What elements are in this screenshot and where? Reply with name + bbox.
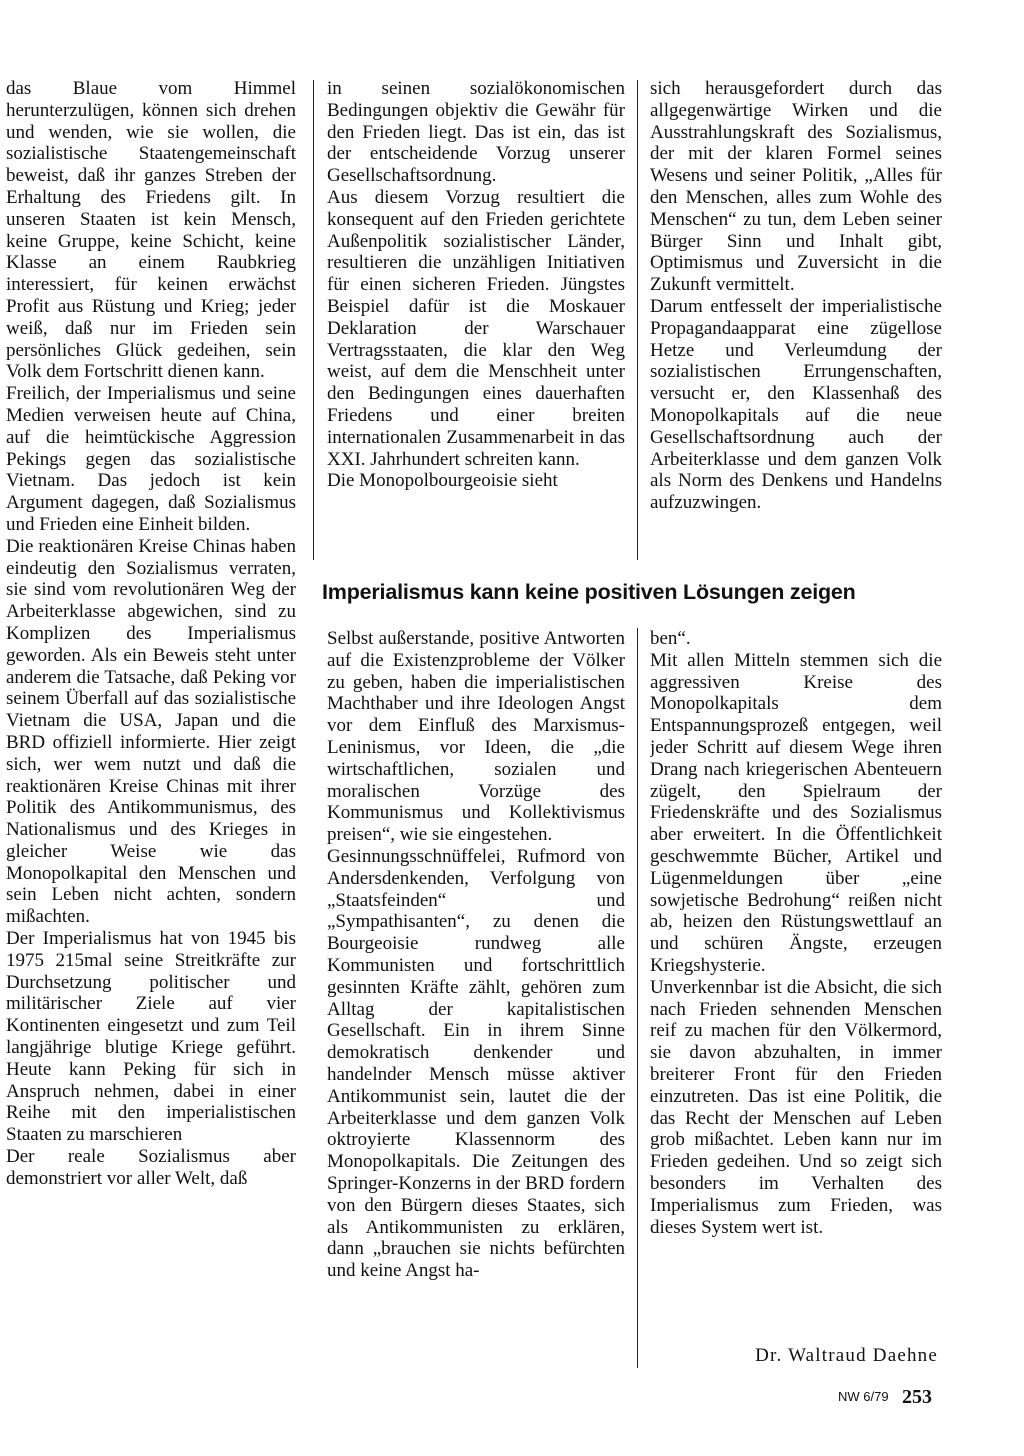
paragraph: in seinen sozialökonomischen Bedingungen objektiv die Gewähr für den Frieden liegt. Das ist ein, das ist der entscheidende Vorzug unserer Gesellschaftsordnung. — [327, 78, 625, 187]
paragraph: Der reale Sozialismus aber demonstriert vor aller Welt, daß — [6, 1146, 296, 1189]
paragraph: Mit allen Mitteln stemmen sich die aggressiven Kreise des Monopolkapitals dem Entspannungsprozeß entgegen, weil jeder Schritt auf diesem Wege ihren Drang nach kriegerischen Abenteuern zügelt, den Spielraum der Friedenskräfte und des Sozialismus aber erweitert. In die Öffentlichkeit geschwemmte Bücher, Artikel und Lügenmeldungen über „eine sowjetische Bedrohung“ reißen nicht ab, heizen den Rüstungswettlauf an und schüren Ängste, erzeugen Kriegshysterie. — [650, 649, 942, 976]
page-number: 253 — [902, 1386, 932, 1408]
paragraph: Selbst außerstande, positive Antworten auf die Existenzprobleme der Völker zu geben, haben die imperialistischen Machthaber und ihre Ideologen Angst vor dem Einfluß des Marxismus-Leninismus, vor Ideen, die „die wirtschaftlichen, sozialen und moralischen Vorzüge des Kommunismus und Kollektivismus preisen“, wie sie eingestehen. — [327, 628, 625, 846]
author-signature: Dr. Waltraud Daehne — [755, 1345, 938, 1366]
paragraph: Der Imperialismus hat von 1945 bis 1975 215mal seine Streitkräfte zur Durchsetzung politischer und militärischer Ziele auf vier Kontinenten eingesetzt und zum Teil langjährige blutige Kriege geführt. Heute kann Peking für sich in Anspruch nehmen, dabei in einer Reihe mit den imperialistischen Staaten zu marschieren — [6, 928, 296, 1146]
column-middle-top — [327, 78, 625, 560]
column-middle-bottom — [327, 628, 625, 1376]
paragraph: Freilich, der Imperialismus und seine Medien verweisen heute auf China, auf die heimtückische Aggression Pekings gegen das sozialistische Vietnam. Das jedoch ist kein Argument dagegen, daß Sozialismus und Frieden eine Einheit bilden. — [6, 383, 296, 535]
paragraph: Die reaktionären Kreise Chinas haben eindeutig den Sozialismus verraten, sie sind vom revolutionären Weg der Arbeiterklasse abgewichen, sind zu Komplizen des Imperialismus geworden. Als ein Beweis steht unter anderem die Tatsache, daß Peking vor seinem Überfall auf das sozialistische Vietnam die USA, Japan und die BRD offiziell informierte. Hier zeigt sich, wer wem nutzt und daß die reaktionären Kreise Chinas mit ihrer Politik des Antikommunismus, des Nationalismus und des Krieges in gleicher Weise wie das Monopolkapital den Menschen und sein Leben nicht achten, sondern mißachten. — [6, 535, 296, 928]
paragraph: das Blaue vom Himmel herunterzulügen, können sich drehen und wenden, wie sie wollen, die sozialistische Staatengemeinschaft beweist, daß ihr ganzes Streben der Erhaltung des Friedens gilt. In unseren Staaten ist kein Mensch, keine Gruppe, keine Schicht, keine Klasse an einem Raubkrieg interessiert, für keinen erwächst Profit aus Rüstung und Krieg; jeder weiß, daß nur im Frieden sein persönliches Glück gedeihen, sein Volk dem Fortschritt dienen kann. — [6, 78, 296, 383]
paragraph: sich herausgefordert durch das allgegenwärtige Wirken und die Ausstrahlungskraft des Sozialismus, der mit der klaren Formel seines Wesens und seiner Politik, „Alles für den Menschen, alles zum Wohle des Menschen“ zu tun, dem Leben seiner Bürger Sinn und Inhalt gibt, Optimismus und Zuversicht in die Zukunft vermittelt. — [650, 78, 942, 296]
paragraph: ben“. — [650, 628, 691, 649]
paragraph: Unverkennbar ist die Absicht, die sich nach Frieden sehnenden Menschen reif zu machen für den Völkermord, sie davon abzuhalten, in immer breiterer Front für den Frieden einzutreten. Das ist eine Politik, die das Recht der Menschen auf Leben grob mißachtet. Leben kann nur im Frieden gedeihen. Und so zeigt sich besonders im Verhalten des Imperialismus zum Frieden, was dieses System wert ist. — [650, 976, 942, 1238]
column-left — [6, 78, 296, 1376]
paragraph: Gesinnungsschnüffelei, Rufmord von Andersdenkenden, Verfolgung von „Staatsfeinden“ und „Sympathisanten“, zu denen die Bourgeoisie rundweg alle Kommunisten und fortschrittlich gesinnten Kräfte zählt, gehören zum Alltag der kapitalistischen Gesellschaft. Ein in ihrem Sinne demokratisch denkender und handelnder Mensch müsse aktiver Antikommunist sein, lautet die der Arbeiterklasse und dem ganzen Volk oktroyierte Klassennorm des Monopolkapitals. Die Zeitungen des Springer-Konzerns in der BRD fordern von den Bürgern dieses Staates, sich als Antikommunisten zu erklären, dann „brauchen sie nichts befürchten und keine Angst ha- — [327, 845, 625, 1282]
paragraph: Aus diesem Vorzug resultiert die konsequent auf den Frieden gerichtete Außenpolitik sozialistischer Länder, resultieren die unzähligen Initiativen für einen sicheren Frieden. Jüngstes Beispiel dafür ist die Moskauer Deklaration der Warschauer Vertragsstaaten, die klar den Weg weist, auf dem die Menschheit unter den Bedingungen eines dauerhaften Friedens und einer breiten internationalen Zusammenarbeit in das XXI. Jahrhundert schreiten kann. — [327, 186, 625, 470]
paragraph: Die Monopolbourgeoisie sieht — [327, 470, 558, 492]
column-rule-bottom — [637, 628, 638, 1368]
issue-label: NW 6/79 — [838, 1389, 889, 1404]
column-rule-left — [313, 80, 314, 560]
section-heading: Imperialismus kann keine positiven Lösungen zeigen — [322, 580, 856, 604]
column-right-top — [650, 78, 942, 560]
paragraph: Darum entfesselt der imperialistische Propagandaapparat eine zügellose Hetze und Verleumdung der sozialistischen Errungenschaften, versucht er, den Klassenhaß des Monopolkapitals auf die neue Gesellschaftsordnung auch der Arbeiterklasse und dem ganzen Volk als Norm des Denkens und Handelns aufzuzwingen. — [650, 295, 942, 514]
column-rule-right — [637, 80, 638, 560]
column-right-bottom — [650, 628, 942, 1328]
